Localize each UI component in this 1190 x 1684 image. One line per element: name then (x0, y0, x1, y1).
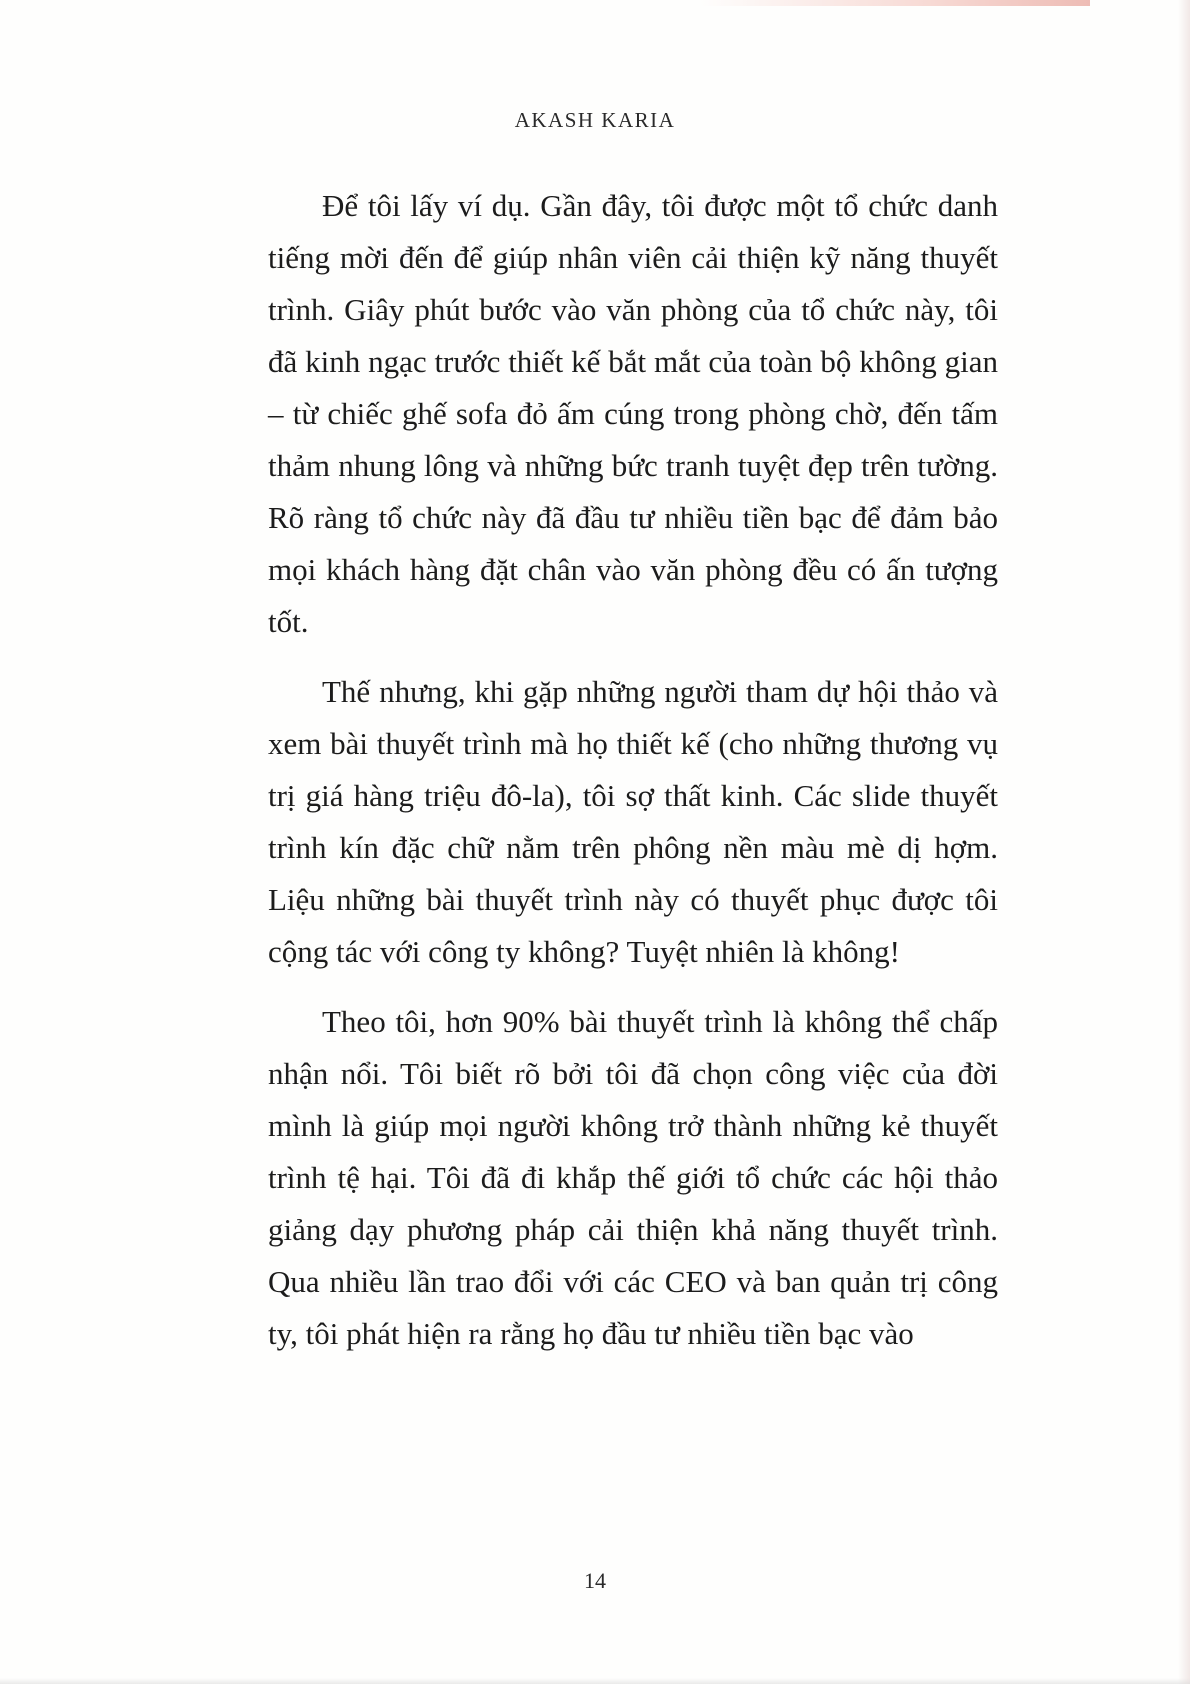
scan-edge-bottom (0, 1678, 1190, 1684)
scan-edge-top (700, 0, 1090, 6)
body-text (268, 180, 998, 1378)
page-number: 14 (584, 1568, 606, 1593)
scan-edge-right (1178, 0, 1190, 1684)
running-header: AKASH KARIA (514, 108, 676, 132)
paragraph-2: Thế nhưng, khi gặp những người tham dự hội thảo và xem bài thuyết trình mà họ thiết kế (cho những thương vụ trị giá hàng triệu đô-la), tôi sợ thất kinh. Các slide thuyết trình kín đặc chữ nằm trên phông nền màu mè dị hợm. Liệu những bài thuyết trình này có thuyết phục được tôi cộng tác với công ty không? Tuyệt nhiên là không! (268, 674, 998, 969)
paragraph-1: Để tôi lấy ví dụ. Gần đây, tôi được một tổ chức danh tiếng mời đến để giúp nhân viên cải thiện kỹ năng thuyết trình. Giây phút bước vào văn phòng của tổ chức này, tôi đã kinh ngạc trước thiết kế bắt mắt của toàn bộ không gian – từ chiếc ghế sofa đỏ ấm cúng trong phòng chờ, đến tấm thảm nhung lông và những bức tranh tuyệt đẹp trên tường. Rõ ràng tổ chức này đã đầu tư nhiều tiền bạc để đảm bảo mọi khách hàng đặt chân vào văn phòng đều có ấn tượng tốt. (268, 188, 998, 639)
paragraph-3: Theo tôi, hơn 90% bài thuyết trình là không thể chấp nhận nổi. Tôi biết rõ bởi tôi đã chọn công việc của đời mình là giúp mọi người không trở thành những kẻ thuyết trình tệ hại. Tôi đã đi khắp thế giới tổ chức các hội thảo giảng dạy phương pháp cải thiện khả năng thuyết trình. Qua nhiều lần trao đổi với các CEO và ban quản trị công ty, tôi phát hiện ra rằng họ đầu tư nhiều tiền bạc vào (268, 1004, 998, 1351)
